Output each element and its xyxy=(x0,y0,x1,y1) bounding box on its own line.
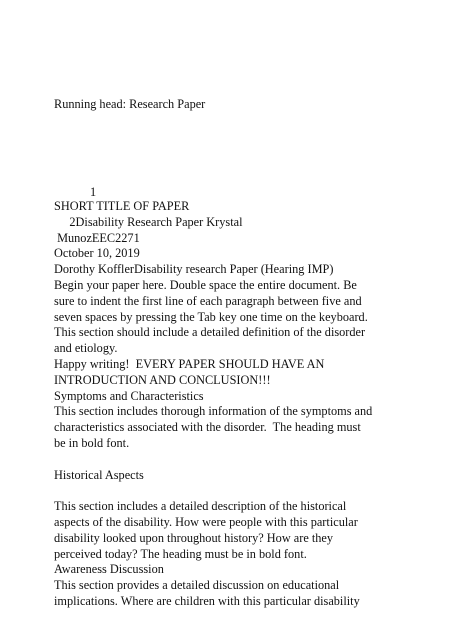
body-line: SHORT TITLE OF PAPER xyxy=(54,199,190,213)
body-line: Awareness Discussion xyxy=(54,562,164,577)
body-line: October 10, 2019 xyxy=(54,246,140,261)
body-line: characteristics associated with the disorder. The heading must xyxy=(54,420,361,435)
body-line: perceived today? The heading must be in bold font. xyxy=(54,546,307,561)
body-line: implications. Where are children with this particular disability xyxy=(54,594,360,608)
body-line: 2Disability Research Paper Krystal xyxy=(54,214,243,229)
body-line: INTRODUCTION AND CONCLUSION!!! xyxy=(54,372,271,387)
page-number: 1 xyxy=(90,185,97,199)
body-line: seven spaces by pressing the Tab key one time on the keyboard. xyxy=(54,309,368,324)
body-line: Dorothy KofflerDisability research Paper (Hearing IMP) xyxy=(54,262,334,277)
body-line: aspects of the disability. How were people with this particular xyxy=(54,515,358,529)
body-line: Symptoms and Characteristics xyxy=(54,388,204,403)
body-line: and etiology. xyxy=(54,341,118,356)
body-line: Begin your paper here. Double space the entire document. Be xyxy=(54,278,357,292)
body-line: This section includes a detailed description of the historical xyxy=(54,499,347,514)
body-line: disability looked upon throughout history? How are they xyxy=(54,530,334,545)
body-line: sure to indent the first line of each paragraph between five and xyxy=(54,293,362,308)
body-line: MunozEEC2271 xyxy=(54,230,140,245)
body-line: be in bold font. xyxy=(54,436,130,450)
body-line: Historical Aspects xyxy=(54,467,144,482)
body-line: This section should include a detailed definition of the disorder xyxy=(54,325,366,340)
running-head: Running head: Research Paper xyxy=(54,97,206,111)
body-line: This section includes thorough information of the symptoms and xyxy=(54,404,373,419)
body-line: This section provides a detailed discussion on educational xyxy=(54,578,340,593)
body-line: Happy writing! EVERY PAPER SHOULD HAVE AN xyxy=(54,357,325,371)
